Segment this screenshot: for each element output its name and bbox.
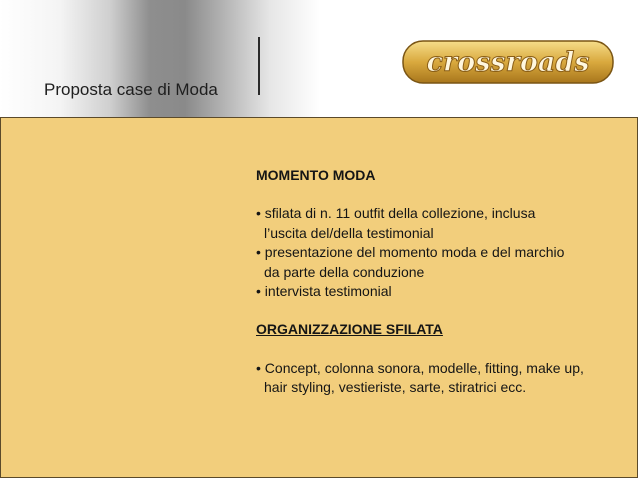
header-divider bbox=[258, 37, 260, 95]
crossroads-logo bbox=[402, 40, 614, 84]
svg-text:crossroads: crossroads bbox=[426, 47, 590, 78]
slide-content bbox=[256, 166, 626, 398]
slide-title: Proposta case di Moda bbox=[44, 80, 218, 99]
list-item: • presentazione del momento moda e del marchio bbox=[256, 244, 565, 261]
list-item-continuation: hair styling, vestieriste, sarte, stiratrici ecc. bbox=[264, 379, 527, 396]
list-item-continuation: da parte della conduzione bbox=[264, 263, 425, 280]
list-item: • Concept, colonna sonora, modelle, fitting, make up, bbox=[256, 359, 584, 376]
list-item: • intervista testimonial bbox=[256, 283, 392, 300]
slide-header bbox=[0, 0, 638, 117]
section-heading-momento-moda: MOMENTO MODA bbox=[256, 167, 376, 183]
list-item-continuation: l’uscita del/della testimonial bbox=[264, 224, 434, 241]
section-heading-organizzazione: ORGANIZZAZIONE SFILATA bbox=[256, 321, 443, 338]
list-item: • sfilata di n. 11 outfit della collezione, inclusa bbox=[256, 205, 536, 222]
